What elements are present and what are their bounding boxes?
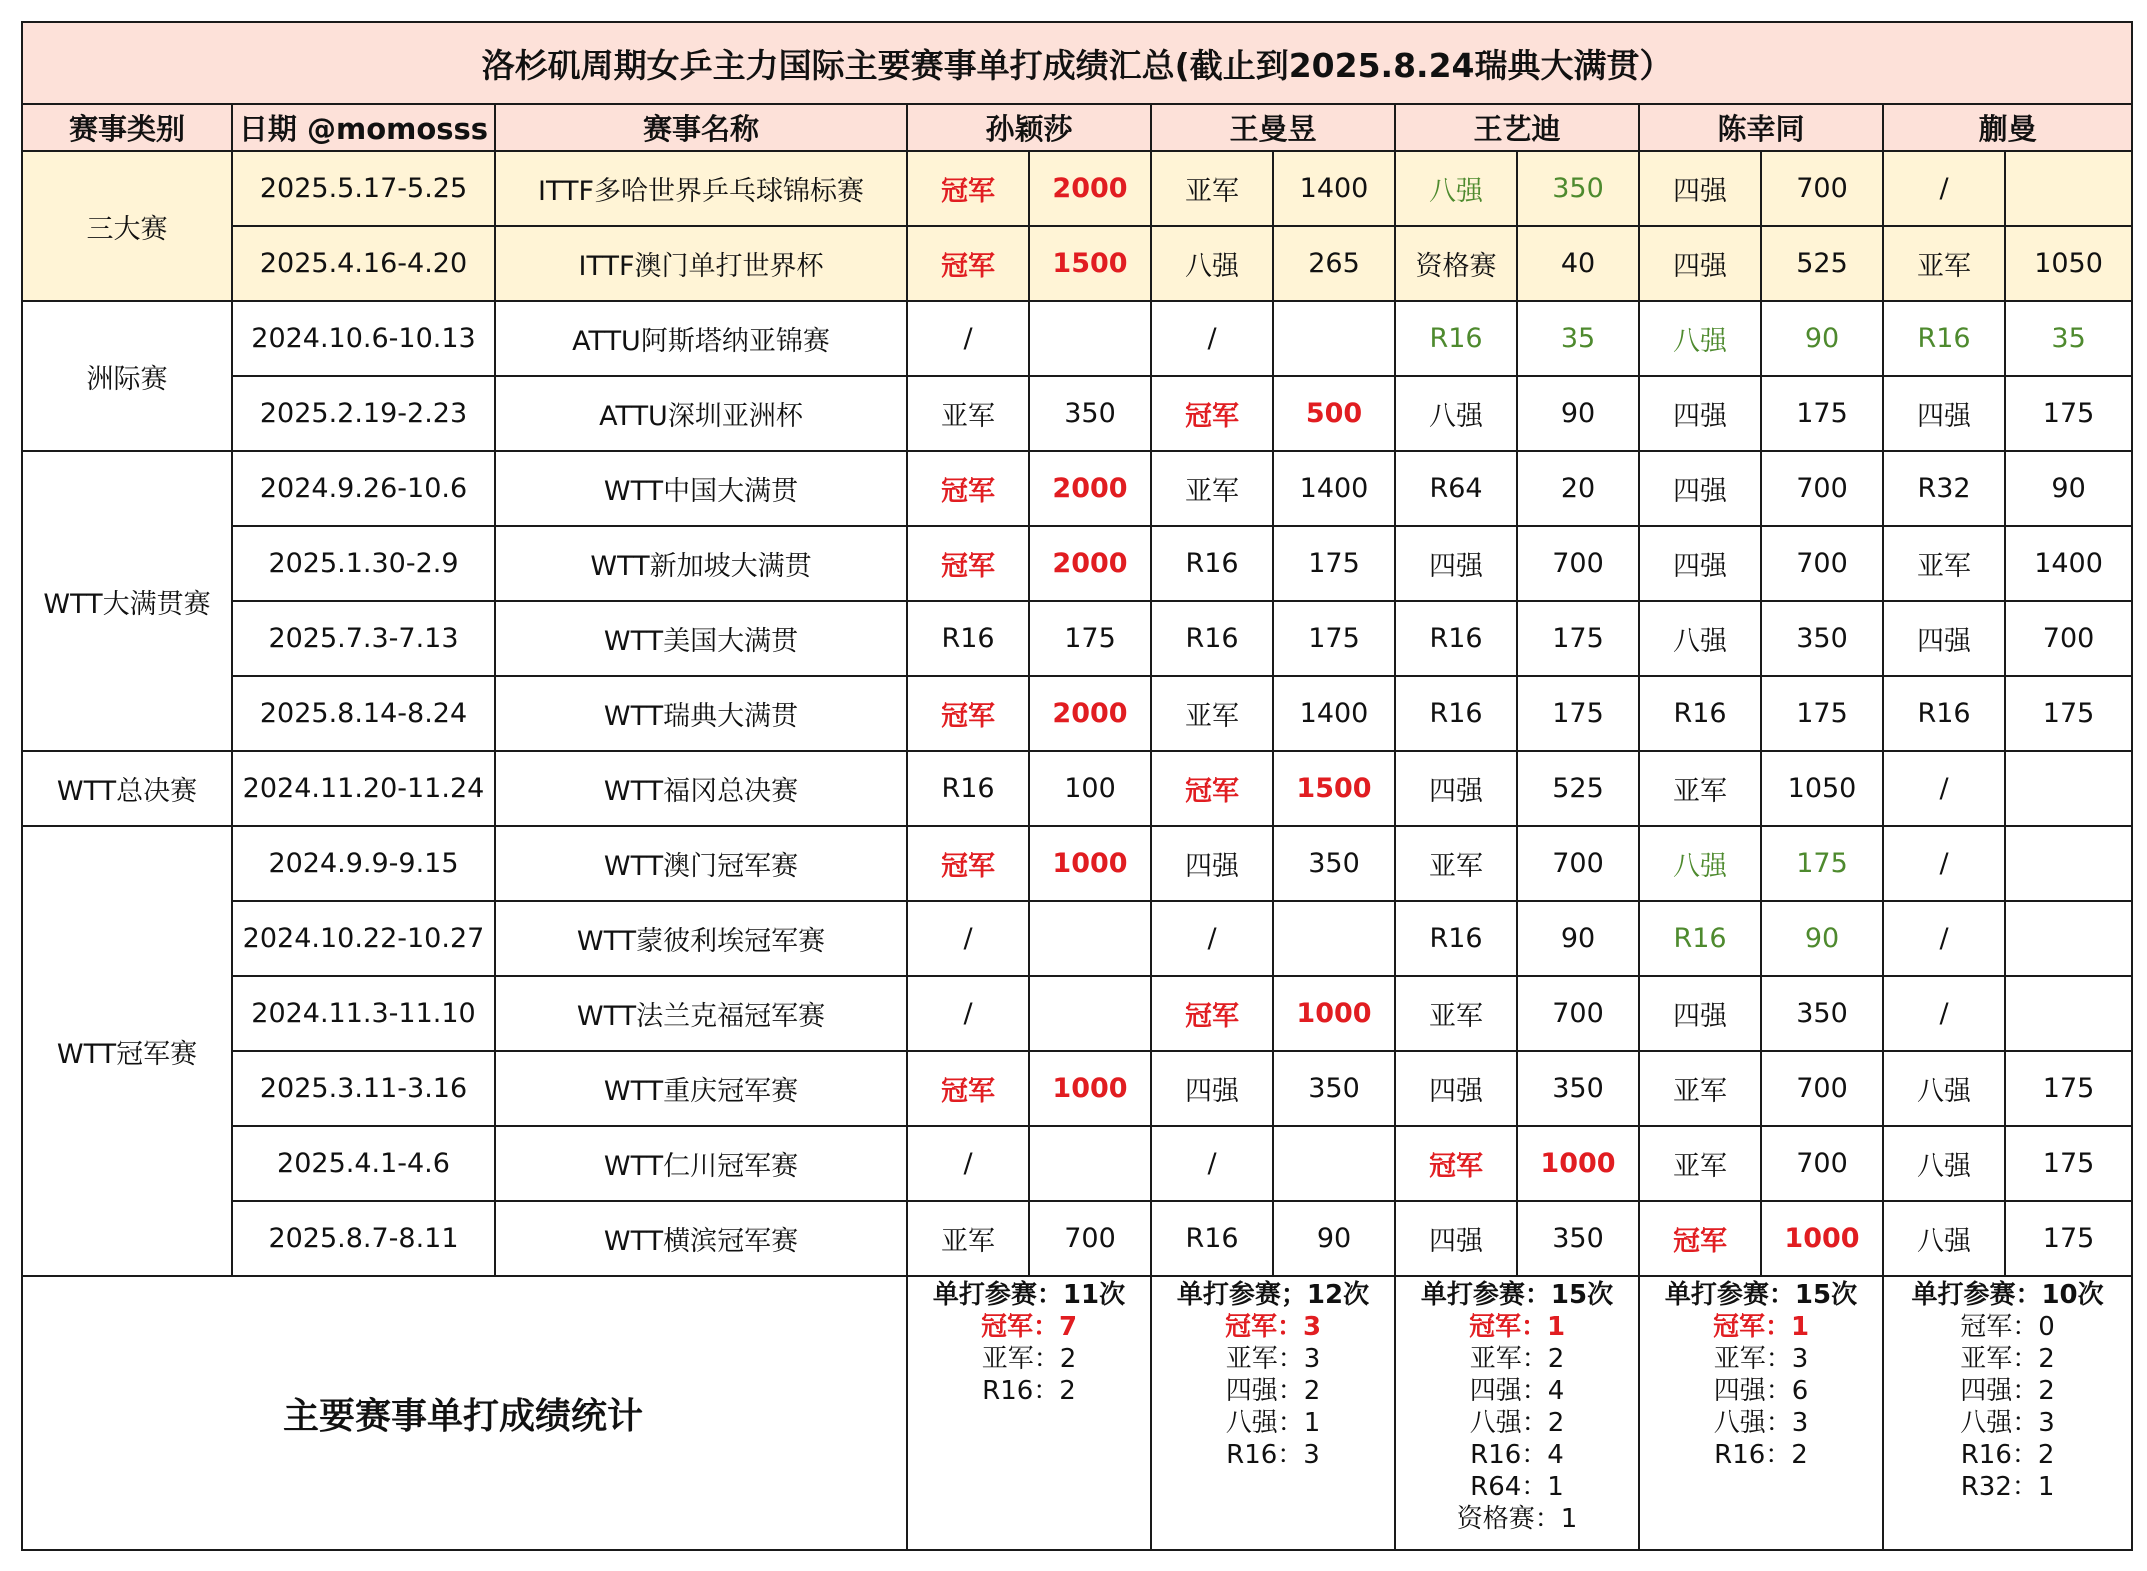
date-cell: 2025.8.7-8.11 bbox=[232, 1201, 495, 1276]
points-cell: 90 bbox=[1517, 901, 1639, 976]
stat-line: R16：2 bbox=[1714, 1440, 1808, 1470]
stats-cell bbox=[1883, 1276, 2132, 1550]
header-event: 赛事名称 bbox=[495, 104, 907, 151]
points-cell: 175 bbox=[1273, 526, 1395, 601]
result-cell: / bbox=[907, 1126, 1029, 1201]
result-cell: / bbox=[907, 901, 1029, 976]
result-cell: 亚军 bbox=[1883, 526, 2005, 601]
stat-line: R64：1 bbox=[1470, 1472, 1564, 1502]
result-cell: / bbox=[1151, 1126, 1273, 1201]
points-cell: 2000 bbox=[1029, 526, 1151, 601]
result-cell: R16 bbox=[1883, 676, 2005, 751]
result-cell: / bbox=[1883, 826, 2005, 901]
points-cell: 1400 bbox=[1273, 451, 1395, 526]
points-cell: 700 bbox=[1761, 151, 1883, 226]
date-cell: 2024.11.3-11.10 bbox=[232, 976, 495, 1051]
date-cell: 2025.4.16-4.20 bbox=[232, 226, 495, 301]
stat-line: R16：2 bbox=[982, 1376, 1076, 1406]
result-cell: 冠军 bbox=[1639, 1201, 1761, 1276]
stat-line: 四强：4 bbox=[1469, 1376, 1565, 1406]
results-table bbox=[21, 21, 2133, 1551]
result-cell: R16 bbox=[1639, 901, 1761, 976]
points-cell: 175 bbox=[1273, 601, 1395, 676]
points-cell: 350 bbox=[1517, 1201, 1639, 1276]
header-date: 日期 @momosss bbox=[232, 104, 495, 151]
date-cell: 2025.8.14-8.24 bbox=[232, 676, 495, 751]
event-cell: WTT中国大满贯 bbox=[495, 451, 907, 526]
header-player: 孙颖莎 bbox=[907, 104, 1151, 151]
table-row bbox=[22, 976, 2132, 1051]
result-cell: R32 bbox=[1883, 451, 2005, 526]
points-cell: 525 bbox=[1517, 751, 1639, 826]
points-cell: 175 bbox=[1517, 601, 1639, 676]
result-cell: 四强 bbox=[1639, 526, 1761, 601]
result-cell: / bbox=[1883, 751, 2005, 826]
result-cell: 冠军 bbox=[907, 826, 1029, 901]
event-cell: ATTU深圳亚洲杯 bbox=[495, 376, 907, 451]
result-cell: R16 bbox=[1395, 676, 1517, 751]
table-row bbox=[22, 301, 2132, 376]
header-row bbox=[22, 104, 2132, 151]
points-cell: 40 bbox=[1517, 226, 1639, 301]
table-row bbox=[22, 151, 2132, 226]
points-cell: 2000 bbox=[1029, 676, 1151, 751]
table-row bbox=[22, 1201, 2132, 1276]
points-cell: 700 bbox=[1761, 1051, 1883, 1126]
table-row bbox=[22, 226, 2132, 301]
points-cell: 90 bbox=[1761, 901, 1883, 976]
stat-line: 冠军：1 bbox=[1468, 1312, 1566, 1342]
stats-cell bbox=[907, 1276, 1151, 1550]
date-cell: 2025.1.30-2.9 bbox=[232, 526, 495, 601]
stat-line: R16：3 bbox=[1226, 1440, 1320, 1470]
stat-line: 八强：3 bbox=[1960, 1408, 2055, 1438]
points-cell: 1000 bbox=[1761, 1201, 1883, 1276]
result-cell: / bbox=[1151, 301, 1273, 376]
points-cell: 350 bbox=[1517, 151, 1639, 226]
result-cell: 冠军 bbox=[907, 226, 1029, 301]
result-cell: 亚军 bbox=[1395, 976, 1517, 1051]
result-cell: 八强 bbox=[1639, 601, 1761, 676]
title-row bbox=[22, 22, 2132, 104]
result-cell: 亚军 bbox=[1639, 1126, 1761, 1201]
result-cell: R16 bbox=[1395, 301, 1517, 376]
result-cell: 冠军 bbox=[1151, 751, 1273, 826]
points-cell bbox=[1029, 1126, 1151, 1201]
header-player: 王艺迪 bbox=[1395, 104, 1639, 151]
stat-line: 冠军：1 bbox=[1712, 1312, 1810, 1342]
points-cell: 175 bbox=[2005, 376, 2132, 451]
points-cell: 350 bbox=[1273, 826, 1395, 901]
points-cell: 1400 bbox=[1273, 676, 1395, 751]
points-cell: 90 bbox=[1761, 301, 1883, 376]
stat-line: 单打参赛：15次 bbox=[1420, 1280, 1614, 1310]
stat-line: 四强：2 bbox=[1960, 1376, 2055, 1406]
category-cell: 洲际赛 bbox=[22, 301, 232, 451]
result-cell: 冠军 bbox=[1151, 976, 1273, 1051]
result-cell: R16 bbox=[1151, 1201, 1273, 1276]
result-cell: 亚军 bbox=[907, 376, 1029, 451]
result-cell: 冠军 bbox=[907, 526, 1029, 601]
points-cell: 700 bbox=[1761, 526, 1883, 601]
result-cell: R16 bbox=[1151, 601, 1273, 676]
result-cell: R16 bbox=[1151, 526, 1273, 601]
result-cell: 四强 bbox=[1395, 1201, 1517, 1276]
points-cell: 175 bbox=[1029, 601, 1151, 676]
points-cell: 700 bbox=[1517, 526, 1639, 601]
points-cell: 175 bbox=[1761, 676, 1883, 751]
date-cell: 2025.4.1-4.6 bbox=[232, 1126, 495, 1201]
stat-line: 亚军：3 bbox=[1225, 1344, 1321, 1374]
date-cell: 2025.3.11-3.16 bbox=[232, 1051, 495, 1126]
result-cell: R16 bbox=[1395, 601, 1517, 676]
points-cell: 265 bbox=[1273, 226, 1395, 301]
stat-line: 八强：3 bbox=[1713, 1408, 1809, 1438]
event-cell: ATTU阿斯塔纳亚锦赛 bbox=[495, 301, 907, 376]
points-cell bbox=[2005, 826, 2132, 901]
points-cell: 2000 bbox=[1029, 151, 1151, 226]
result-cell: 四强 bbox=[1395, 526, 1517, 601]
result-cell: 四强 bbox=[1883, 376, 2005, 451]
header-player: 陈幸同 bbox=[1639, 104, 1883, 151]
stat-line: 八强：1 bbox=[1225, 1408, 1321, 1438]
event-cell: WTT瑞典大满贯 bbox=[495, 676, 907, 751]
table-row bbox=[22, 601, 2132, 676]
event-cell: WTT仁川冠军赛 bbox=[495, 1126, 907, 1201]
result-cell: 四强 bbox=[1151, 826, 1273, 901]
result-cell: R16 bbox=[907, 751, 1029, 826]
result-cell: 八强 bbox=[1639, 826, 1761, 901]
stat-line: 单打参赛：15次 bbox=[1664, 1280, 1858, 1310]
points-cell: 1400 bbox=[1273, 151, 1395, 226]
points-cell bbox=[1029, 301, 1151, 376]
result-cell: / bbox=[907, 301, 1029, 376]
points-cell bbox=[1029, 976, 1151, 1051]
points-cell: 500 bbox=[1273, 376, 1395, 451]
points-cell: 1400 bbox=[2005, 526, 2132, 601]
table-row bbox=[22, 376, 2132, 451]
result-cell: 四强 bbox=[1395, 1051, 1517, 1126]
table-row bbox=[22, 676, 2132, 751]
result-cell: 亚军 bbox=[907, 1201, 1029, 1276]
event-cell: WTT新加坡大满贯 bbox=[495, 526, 907, 601]
stat-line: 单打参赛；12次 bbox=[1176, 1280, 1370, 1310]
stat-line: 亚军：2 bbox=[981, 1344, 1077, 1374]
points-cell: 350 bbox=[1029, 376, 1151, 451]
result-cell: 冠军 bbox=[907, 451, 1029, 526]
event-cell: WTT美国大满贯 bbox=[495, 601, 907, 676]
date-cell: 2024.9.26-10.6 bbox=[232, 451, 495, 526]
header-player: 蒯曼 bbox=[1883, 104, 2132, 151]
result-cell: 四强 bbox=[1639, 451, 1761, 526]
date-cell: 2024.10.6-10.13 bbox=[232, 301, 495, 376]
result-cell: 亚军 bbox=[1151, 451, 1273, 526]
result-cell: R16 bbox=[1883, 301, 2005, 376]
points-cell: 35 bbox=[2005, 301, 2132, 376]
points-cell: 35 bbox=[1517, 301, 1639, 376]
event-cell: WTT法兰克福冠军赛 bbox=[495, 976, 907, 1051]
points-cell bbox=[1273, 901, 1395, 976]
stats-cell bbox=[1395, 1276, 1639, 1550]
result-cell: 四强 bbox=[1639, 151, 1761, 226]
points-cell: 1000 bbox=[1273, 976, 1395, 1051]
event-cell: ITTF多哈世界乒乓球锦标赛 bbox=[495, 151, 907, 226]
points-cell: 1000 bbox=[1517, 1126, 1639, 1201]
event-cell: WTT重庆冠军赛 bbox=[495, 1051, 907, 1126]
date-cell: 2024.9.9-9.15 bbox=[232, 826, 495, 901]
table-row bbox=[22, 526, 2132, 601]
event-cell: WTT福冈总决赛 bbox=[495, 751, 907, 826]
result-cell: 四强 bbox=[1151, 1051, 1273, 1126]
points-cell: 1050 bbox=[1761, 751, 1883, 826]
stat-line: 亚军：2 bbox=[1960, 1344, 2055, 1374]
result-cell: 四强 bbox=[1395, 751, 1517, 826]
table-row bbox=[22, 826, 2132, 901]
table-row bbox=[22, 751, 2132, 826]
points-cell: 20 bbox=[1517, 451, 1639, 526]
points-cell: 700 bbox=[2005, 601, 2132, 676]
stat-line: 冠军：3 bbox=[1224, 1312, 1322, 1342]
result-cell: / bbox=[1883, 151, 2005, 226]
points-cell: 175 bbox=[2005, 1201, 2132, 1276]
stats-label: 主要赛事单打成绩统计 bbox=[22, 1276, 907, 1550]
points-cell: 2000 bbox=[1029, 451, 1151, 526]
stat-line: 四强：2 bbox=[1225, 1376, 1321, 1406]
result-cell: 八强 bbox=[1883, 1051, 2005, 1126]
points-cell: 90 bbox=[1273, 1201, 1395, 1276]
result-cell: 亚军 bbox=[1883, 226, 2005, 301]
table-row bbox=[22, 901, 2132, 976]
table-title: 洛杉矶周期女乒主力国际主要赛事单打成绩汇总(截止到2025.8.24瑞典大满贯） bbox=[22, 22, 2132, 104]
points-cell: 1500 bbox=[1029, 226, 1151, 301]
event-cell: WTT横滨冠军赛 bbox=[495, 1201, 907, 1276]
result-cell: R16 bbox=[1395, 901, 1517, 976]
result-cell: 冠军 bbox=[1151, 376, 1273, 451]
result-cell: R16 bbox=[907, 601, 1029, 676]
stat-line: 资格赛：1 bbox=[1456, 1504, 1578, 1534]
stat-line: R32：1 bbox=[1960, 1472, 2055, 1502]
result-cell: 亚军 bbox=[1151, 151, 1273, 226]
date-cell: 2024.11.20-11.24 bbox=[232, 751, 495, 826]
stats-cell bbox=[1639, 1276, 1883, 1550]
points-cell: 1000 bbox=[1029, 1051, 1151, 1126]
stat-line: 单打参赛：11次 bbox=[932, 1280, 1126, 1310]
event-cell: ITTF澳门单打世界杯 bbox=[495, 226, 907, 301]
date-cell: 2025.2.19-2.23 bbox=[232, 376, 495, 451]
header-player: 王曼昱 bbox=[1151, 104, 1395, 151]
result-cell: 八强 bbox=[1395, 376, 1517, 451]
points-cell: 700 bbox=[1761, 1126, 1883, 1201]
points-cell bbox=[2005, 976, 2132, 1051]
date-cell: 2025.7.3-7.13 bbox=[232, 601, 495, 676]
points-cell: 350 bbox=[1273, 1051, 1395, 1126]
category-cell: WTT冠军赛 bbox=[22, 826, 232, 1276]
result-cell: 冠军 bbox=[1395, 1126, 1517, 1201]
stat-line: 八强：2 bbox=[1469, 1408, 1565, 1438]
points-cell: 175 bbox=[1761, 826, 1883, 901]
points-cell: 100 bbox=[1029, 751, 1151, 826]
result-cell: 资格赛 bbox=[1395, 226, 1517, 301]
points-cell: 350 bbox=[1761, 976, 1883, 1051]
table-row bbox=[22, 451, 2132, 526]
result-cell: 四强 bbox=[1639, 976, 1761, 1051]
points-cell: 1000 bbox=[1029, 826, 1151, 901]
result-cell: 八强 bbox=[1883, 1201, 2005, 1276]
points-cell: 175 bbox=[2005, 676, 2132, 751]
stat-line: 单打参赛：10次 bbox=[1911, 1280, 2104, 1310]
points-cell: 525 bbox=[1761, 226, 1883, 301]
table-row bbox=[22, 1051, 2132, 1126]
result-cell: 冠军 bbox=[907, 151, 1029, 226]
result-cell: R16 bbox=[1639, 676, 1761, 751]
points-cell bbox=[1273, 1126, 1395, 1201]
points-cell: 90 bbox=[2005, 451, 2132, 526]
stats-cell bbox=[1151, 1276, 1395, 1550]
event-cell: WTT蒙彼利埃冠军赛 bbox=[495, 901, 907, 976]
points-cell: 175 bbox=[1761, 376, 1883, 451]
result-cell: 冠军 bbox=[907, 1051, 1029, 1126]
points-cell: 700 bbox=[1761, 451, 1883, 526]
result-cell: 八强 bbox=[1395, 151, 1517, 226]
points-cell: 90 bbox=[1517, 376, 1639, 451]
result-cell: 四强 bbox=[1883, 601, 2005, 676]
category-cell: WTT总决赛 bbox=[22, 751, 232, 826]
category-cell: WTT大满贯赛 bbox=[22, 451, 232, 751]
points-cell: 700 bbox=[1029, 1201, 1151, 1276]
stat-line: 冠军：7 bbox=[980, 1312, 1078, 1342]
result-cell: 亚军 bbox=[1639, 751, 1761, 826]
result-cell: 八强 bbox=[1151, 226, 1273, 301]
event-cell: WTT澳门冠军赛 bbox=[495, 826, 907, 901]
stat-line: R16：4 bbox=[1470, 1440, 1564, 1470]
result-cell: R64 bbox=[1395, 451, 1517, 526]
table-row bbox=[22, 1126, 2132, 1201]
result-cell: 冠军 bbox=[907, 676, 1029, 751]
category-cell: 三大赛 bbox=[22, 151, 232, 301]
points-cell: 175 bbox=[1517, 676, 1639, 751]
stat-line: 亚军：3 bbox=[1713, 1344, 1809, 1374]
stat-line: 亚军：2 bbox=[1469, 1344, 1565, 1374]
result-cell: / bbox=[1151, 901, 1273, 976]
result-cell: / bbox=[1883, 976, 2005, 1051]
date-cell: 2024.10.22-10.27 bbox=[232, 901, 495, 976]
result-cell: 亚军 bbox=[1395, 826, 1517, 901]
points-cell bbox=[2005, 151, 2132, 226]
stats-row bbox=[22, 1276, 2132, 1550]
result-cell: 八强 bbox=[1639, 301, 1761, 376]
stat-line: 冠军：0 bbox=[1960, 1312, 2055, 1342]
result-cell: 八强 bbox=[1883, 1126, 2005, 1201]
date-cell: 2025.5.17-5.25 bbox=[232, 151, 495, 226]
points-cell: 175 bbox=[2005, 1051, 2132, 1126]
points-cell: 700 bbox=[1517, 976, 1639, 1051]
result-cell: 亚军 bbox=[1639, 1051, 1761, 1126]
result-cell: / bbox=[907, 976, 1029, 1051]
points-cell bbox=[2005, 751, 2132, 826]
points-cell: 700 bbox=[1517, 826, 1639, 901]
stat-line: R16：2 bbox=[1960, 1440, 2055, 1470]
points-cell: 1050 bbox=[2005, 226, 2132, 301]
stat-line: 四强：6 bbox=[1713, 1376, 1809, 1406]
points-cell: 350 bbox=[1761, 601, 1883, 676]
points-cell bbox=[1273, 301, 1395, 376]
points-cell: 175 bbox=[2005, 1126, 2132, 1201]
result-cell: / bbox=[1883, 901, 2005, 976]
points-cell bbox=[2005, 901, 2132, 976]
points-cell: 1500 bbox=[1273, 751, 1395, 826]
result-cell: 四强 bbox=[1639, 376, 1761, 451]
points-cell: 350 bbox=[1517, 1051, 1639, 1126]
header-category: 赛事类别 bbox=[22, 104, 232, 151]
points-cell bbox=[1029, 901, 1151, 976]
result-cell: 四强 bbox=[1639, 226, 1761, 301]
result-cell: 亚军 bbox=[1151, 676, 1273, 751]
